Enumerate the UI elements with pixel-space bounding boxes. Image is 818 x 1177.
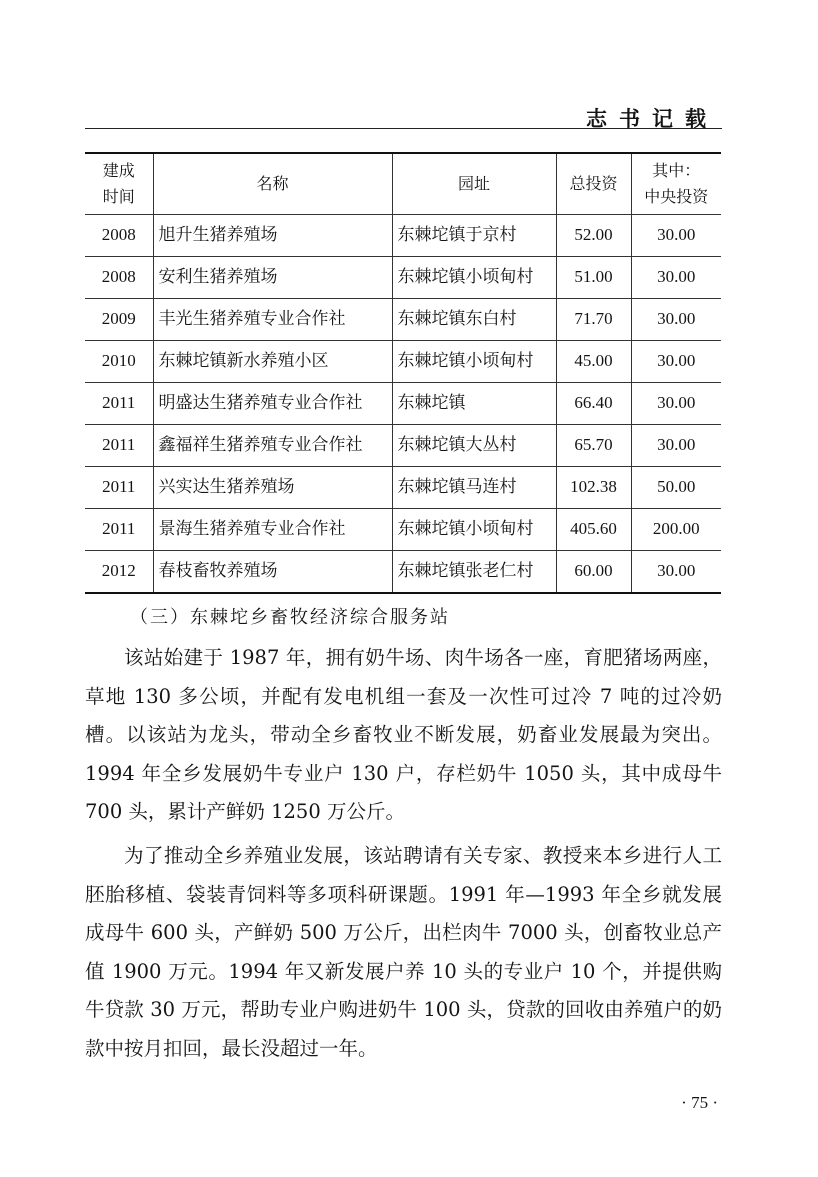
cell-year: 2011 xyxy=(85,383,153,425)
cell-address: 东棘坨镇于京村 xyxy=(392,215,556,257)
cell-year: 2008 xyxy=(85,215,153,257)
page-header-title: 志书记载 xyxy=(586,106,718,131)
cell-central: 30.00 xyxy=(631,215,721,257)
table-row xyxy=(85,509,721,551)
cell-name: 安利生猪养殖场 xyxy=(153,257,392,299)
cell-name: 春枝畜牧养殖场 xyxy=(153,551,392,593)
table-row xyxy=(85,383,721,425)
page-number: · 75 · xyxy=(681,1093,718,1112)
cell-total: 60.00 xyxy=(556,551,631,593)
cell-address: 东棘坨镇 xyxy=(392,383,556,425)
investment-table xyxy=(85,152,721,594)
cell-total: 52.00 xyxy=(556,215,631,257)
cell-name: 明盛达生猪养殖专业合作社 xyxy=(153,383,392,425)
cell-name: 东棘坨镇新水养殖小区 xyxy=(153,341,392,383)
cell-total: 102.38 xyxy=(556,467,631,509)
cell-address: 东棘坨镇马连村 xyxy=(392,467,556,509)
cell-central: 30.00 xyxy=(631,425,721,467)
table-row xyxy=(85,341,721,383)
cell-central: 30.00 xyxy=(631,341,721,383)
table-header-row xyxy=(85,153,721,215)
cell-name: 旭升生猪养殖场 xyxy=(153,215,392,257)
cell-total: 405.60 xyxy=(556,509,631,551)
cell-year: 2010 xyxy=(85,341,153,383)
cell-total: 65.70 xyxy=(556,425,631,467)
cell-central: 30.00 xyxy=(631,551,721,593)
cell-address: 东棘坨镇小顷甸村 xyxy=(392,509,556,551)
table-row xyxy=(85,299,721,341)
cell-year: 2008 xyxy=(85,257,153,299)
cell-address: 东棘坨镇东白村 xyxy=(392,299,556,341)
header-central: 其中： 中央投资 xyxy=(631,153,721,215)
cell-total: 71.70 xyxy=(556,299,631,341)
table-row xyxy=(85,551,721,593)
cell-central: 30.00 xyxy=(631,299,721,341)
table-row xyxy=(85,257,721,299)
section-heading: （三）东棘坨乡畜牧经济综合服务站 xyxy=(130,607,450,628)
cell-total: 45.00 xyxy=(556,341,631,383)
cell-address: 东棘坨镇张老仁村 xyxy=(392,551,556,593)
cell-central: 200.00 xyxy=(631,509,721,551)
header-total: 总投资 xyxy=(556,153,631,215)
cell-address: 东棘坨镇小顷甸村 xyxy=(392,341,556,383)
cell-address: 东棘坨镇大丛村 xyxy=(392,425,556,467)
header-name: 名称 xyxy=(153,153,392,215)
cell-year: 2009 xyxy=(85,299,153,341)
cell-total: 51.00 xyxy=(556,257,631,299)
cell-year: 2012 xyxy=(85,551,153,593)
paragraph: 该站始建于 1987 年，拥有奶牛场、肉牛场各一座，育肥猪场两座，草地 130 多公顷，并配有发电机组一套及一次性可过冷 7 吨的过冷奶槽。以该站为龙头，带动全乡畜牧业不断发展，奶畜业发展最为突出。1994 年全乡发展奶牛专业户 130 户，存栏奶牛 1050 头，其中成母牛 700 头，累计产鲜奶 1250 万公斤。 xyxy=(85,646,722,823)
cell-central: 30.00 xyxy=(631,383,721,425)
cell-name: 鑫福祥生猪养殖专业合作社 xyxy=(153,425,392,467)
cell-total: 66.40 xyxy=(556,383,631,425)
header-rule xyxy=(85,128,722,129)
cell-name: 兴实达生猪养殖场 xyxy=(153,467,392,509)
cell-central: 50.00 xyxy=(631,467,721,509)
table-row xyxy=(85,467,721,509)
header-address: 园址 xyxy=(392,153,556,215)
cell-central: 30.00 xyxy=(631,257,721,299)
cell-name: 丰光生猪养殖专业合作社 xyxy=(153,299,392,341)
table-row xyxy=(85,215,721,257)
cell-year: 2011 xyxy=(85,425,153,467)
cell-year: 2011 xyxy=(85,509,153,551)
paragraph: 为了推动全乡养殖业发展，该站聘请有关专家、教授来本乡进行人工胚胎移植、袋装青饲料等多项科研课题。1991 年—1993 年全乡就发展成母牛 600 头，产鲜奶 500 万公斤，出栏肉牛 7000 头，创畜牧业总产值 1900 万元。1994 年又新发展户养 10 头的专业户 10 个，并提供购牛贷款 30 万元，帮助专业户购进奶牛 100 头，贷款的回收由养殖户的奶款中按月扣回，最长没超过一年。 xyxy=(85,844,722,1060)
header-year: 建成 时间 xyxy=(85,153,153,215)
cell-year: 2011 xyxy=(85,467,153,509)
table-row xyxy=(85,425,721,467)
cell-name: 景海生猪养殖专业合作社 xyxy=(153,509,392,551)
cell-address: 东棘坨镇小顷甸村 xyxy=(392,257,556,299)
